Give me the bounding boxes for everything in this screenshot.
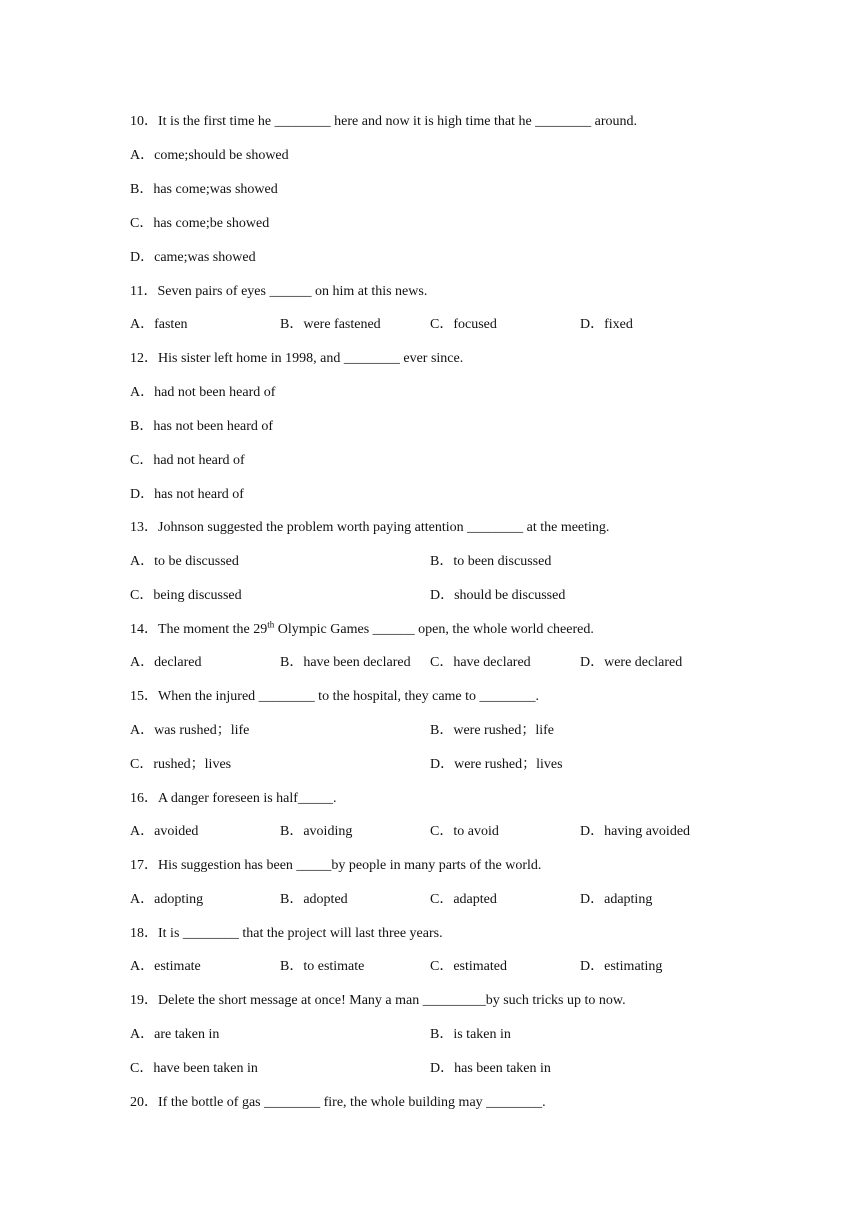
question-13-options-row-2 (130, 586, 566, 606)
question-19-option-b: B．is taken in (430, 1027, 511, 1042)
question-16-option-c: C．to avoid (430, 824, 499, 839)
question-12-option-a: A．had not been heard of (130, 385, 276, 400)
question-11-options (130, 315, 633, 335)
question-15-options-row-1 (130, 721, 555, 741)
question-15-stem: 15．When the injured ________ to the hospital, they came to ________. (130, 689, 540, 704)
question-11-stem: 11．Seven pairs of eyes ______ on him at this news. (130, 284, 428, 299)
question-11-option-a: A．fasten (130, 317, 188, 332)
question-17-option-c: C．adapted (430, 892, 497, 907)
question-18-stem: 18．It is ________ that the project will last three years. (130, 926, 443, 941)
question-15-option-d: D．were rushed；lives (430, 757, 563, 772)
question-13-stem: 13．Johnson suggested the problem worth paying attention ________ at the meeting. (130, 520, 610, 535)
question-17-stem: 17．His suggestion has been _____by people in many parts of the world. (130, 858, 542, 873)
question-16-option-d: D．having avoided (580, 824, 691, 839)
question-16-option-a: A．avoided (130, 824, 199, 839)
question-10-option-c: C．has come;be showed (130, 216, 270, 231)
question-12-option-b: B．has not been heard of (130, 419, 274, 434)
question-18-options (130, 957, 663, 977)
question-19-option-a: A．are taken in (130, 1027, 220, 1042)
question-14-option-c: C．have declared (430, 655, 531, 670)
question-19-options-row-1 (130, 1025, 511, 1045)
question-14-stem-start: 14．The moment the 29 (130, 622, 268, 637)
question-13-option-b: B．to been discussed (430, 554, 552, 569)
question-14-stem-end: Olympic Games ______ open, the whole world cheered. (274, 622, 594, 637)
question-19-options-row-2 (130, 1059, 551, 1079)
question-14-stem (130, 620, 594, 640)
question-14-option-b: B．have been declared (280, 655, 411, 670)
question-11-option-b: B．were fastened (280, 317, 381, 332)
question-11-option-c: C．focused (430, 317, 497, 332)
question-15-option-c: C．rushed；lives (130, 757, 232, 772)
question-10-option-b: B．has come;was showed (130, 182, 278, 197)
question-11-option-d: D．fixed (580, 317, 633, 332)
question-18-option-d: D．estimating (580, 959, 663, 974)
question-13-option-c: C．being discussed (130, 588, 242, 603)
question-17-options (130, 890, 653, 910)
question-15-option-b: B．were rushed；life (430, 723, 555, 738)
question-12-option-c: C．had not heard of (130, 453, 245, 468)
question-13-option-d: D．should be discussed (430, 588, 566, 603)
question-12-option-d: D．has not heard of (130, 487, 244, 502)
question-14-options (130, 653, 683, 673)
question-16-option-b: B．avoiding (280, 824, 353, 839)
question-15-options-row-2 (130, 755, 563, 775)
question-18-option-c: C．estimated (430, 959, 507, 974)
question-14-option-d: D．were declared (580, 655, 683, 670)
question-16-options (130, 822, 691, 842)
question-17-option-d: D．adapting (580, 892, 653, 907)
question-19-stem: 19．Delete the short message at once! Many a man _________by such tricks up to now. (130, 993, 626, 1008)
question-18-option-a: A．estimate (130, 959, 201, 974)
question-10-stem: 10．It is the first time he ________ here and now it is high time that he ________ around. (130, 114, 638, 129)
question-17-option-b: B．adopted (280, 892, 348, 907)
question-18-option-b: B．to estimate (280, 959, 365, 974)
question-15-option-a: A．was rushed；life (130, 723, 250, 738)
question-16-stem: 16．A danger foreseen is half_____. (130, 791, 337, 806)
question-10-option-d: D．came;was showed (130, 250, 256, 265)
question-10-option-a: A．come;should be showed (130, 148, 289, 163)
question-12-stem: 12．His sister left home in 1998, and ________ ever since. (130, 351, 464, 366)
question-14-option-a: A．declared (130, 655, 202, 670)
question-20-stem: 20．If the bottle of gas ________ fire, the whole building may ________. (130, 1095, 546, 1110)
question-14-stem-superscript: th (267, 619, 275, 630)
question-19-option-c: C．have been taken in (130, 1061, 258, 1076)
question-13-options-row-1 (130, 552, 552, 572)
question-19-option-d: D．has been taken in (430, 1061, 551, 1076)
question-17-option-a: A．adopting (130, 892, 204, 907)
question-13-option-a: A．to be discussed (130, 554, 239, 569)
